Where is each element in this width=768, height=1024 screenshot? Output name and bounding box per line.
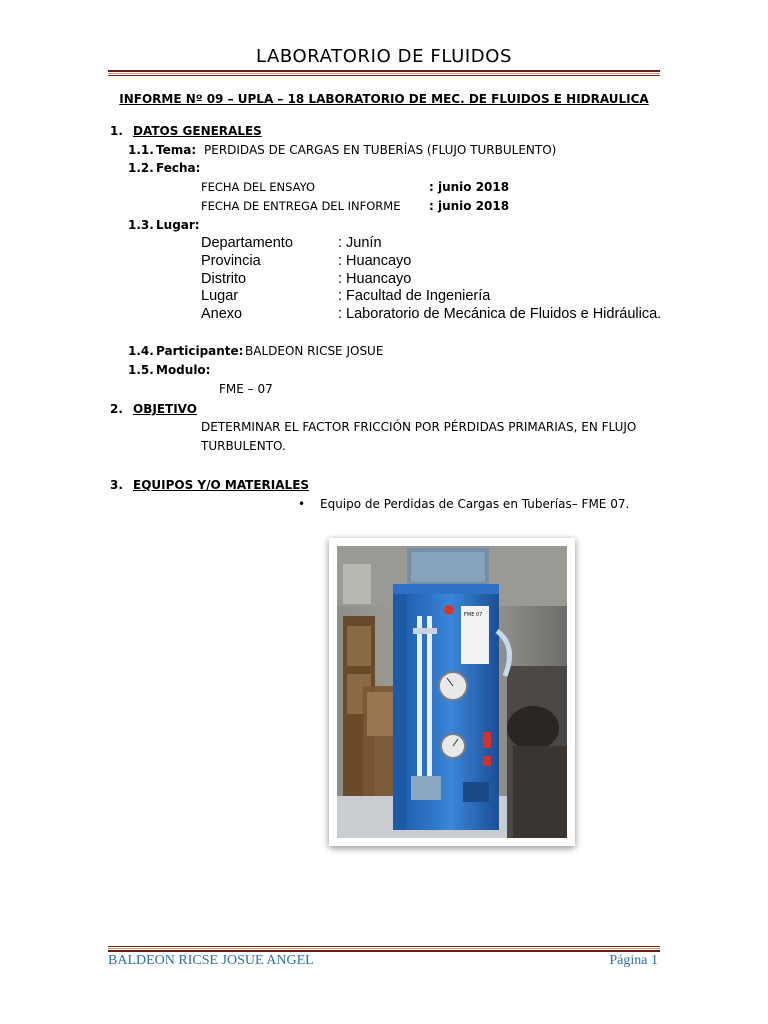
fecha-entrega-label: FECHA DE ENTREGA DEL INFORME [201, 199, 401, 213]
header-rule-thin [108, 75, 660, 76]
page-header-title: LABORATORIO DE FLUIDOS [255, 46, 513, 67]
distrito-label: Distrito [201, 271, 247, 287]
panel-label: FME 07 [464, 612, 483, 618]
fecha-ensayo-value: : junio 2018 [429, 180, 510, 194]
provincia-value: : Huancayo [338, 253, 412, 269]
anexo-value: : Laboratorio de Mecánica de Fluidos e Hidráulica. [338, 306, 662, 322]
departamento-value: : Junín [338, 235, 382, 251]
footer-rule-accent [108, 948, 660, 949]
fecha-ensayo-label: FECHA DEL ENSAYO [201, 180, 316, 194]
fecha-entrega-value: : junio 2018 [429, 199, 510, 213]
lugar-number: 1.3. [128, 218, 154, 232]
footer-page-number: Página 1 [609, 953, 658, 968]
section-1-heading: DATOS GENERALES [133, 124, 262, 138]
anexo-label: Anexo [201, 306, 243, 322]
bullet: • [298, 497, 306, 511]
report-title: INFORME Nº 09 – UPLA – 18 LABORATORIO DE MEC. DE FLUIDOS E HIDRAULICA [119, 92, 649, 106]
section-1-number: 1. [110, 124, 123, 138]
lugar-label: Lugar: [156, 218, 200, 232]
section-3-heading: EQUIPOS Y/O MATERIALES [133, 478, 310, 492]
fecha-label: Fecha: [156, 161, 201, 175]
section-2-heading: OBJETIVO [133, 402, 197, 416]
equipment-item: Equipo de Perdidas de Cargas en Tuberías– FME 07. [320, 497, 630, 511]
modulo-label: Modulo: [156, 363, 211, 377]
tema-label: Tema: [156, 143, 197, 157]
participante-value: BALDEON RICSE JOSUE [245, 344, 384, 358]
lugar-row-label: Lugar [201, 288, 239, 304]
lugar-row-value: : Facultad de Ingeniería [338, 288, 491, 304]
participante-label: Participante: [156, 344, 244, 358]
equipment-photo [337, 546, 567, 838]
equipment-photo-frame [329, 538, 575, 846]
footer-author: BALDEON RICSE JOSUE ANGEL [108, 953, 314, 968]
participante-number: 1.4. [128, 344, 154, 358]
header-rule-accent [108, 73, 660, 74]
departamento-label: Departamento [201, 235, 293, 251]
objetivo-line-1: DETERMINAR EL FACTOR FRICCIÓN POR PÉRDIDAS PRIMARIAS, EN FLUJO [201, 420, 637, 434]
footer-rule-thin [108, 946, 660, 947]
header-rule [108, 70, 660, 72]
footer-rule [108, 950, 660, 952]
modulo-value: FME – 07 [219, 382, 273, 396]
tema-value: PERDIDAS DE CARGAS EN TUBERÍAS (FLUJO TURBULENTO) [204, 143, 557, 157]
modulo-number: 1.5. [128, 363, 154, 377]
distrito-value: : Huancayo [338, 271, 412, 287]
tema-number: 1.1. [128, 143, 154, 157]
fecha-number: 1.2. [128, 161, 154, 175]
section-2-number: 2. [110, 402, 123, 416]
section-3-number: 3. [110, 478, 123, 492]
objetivo-line-2: TURBULENTO. [201, 439, 286, 453]
provincia-label: Provincia [201, 253, 261, 269]
